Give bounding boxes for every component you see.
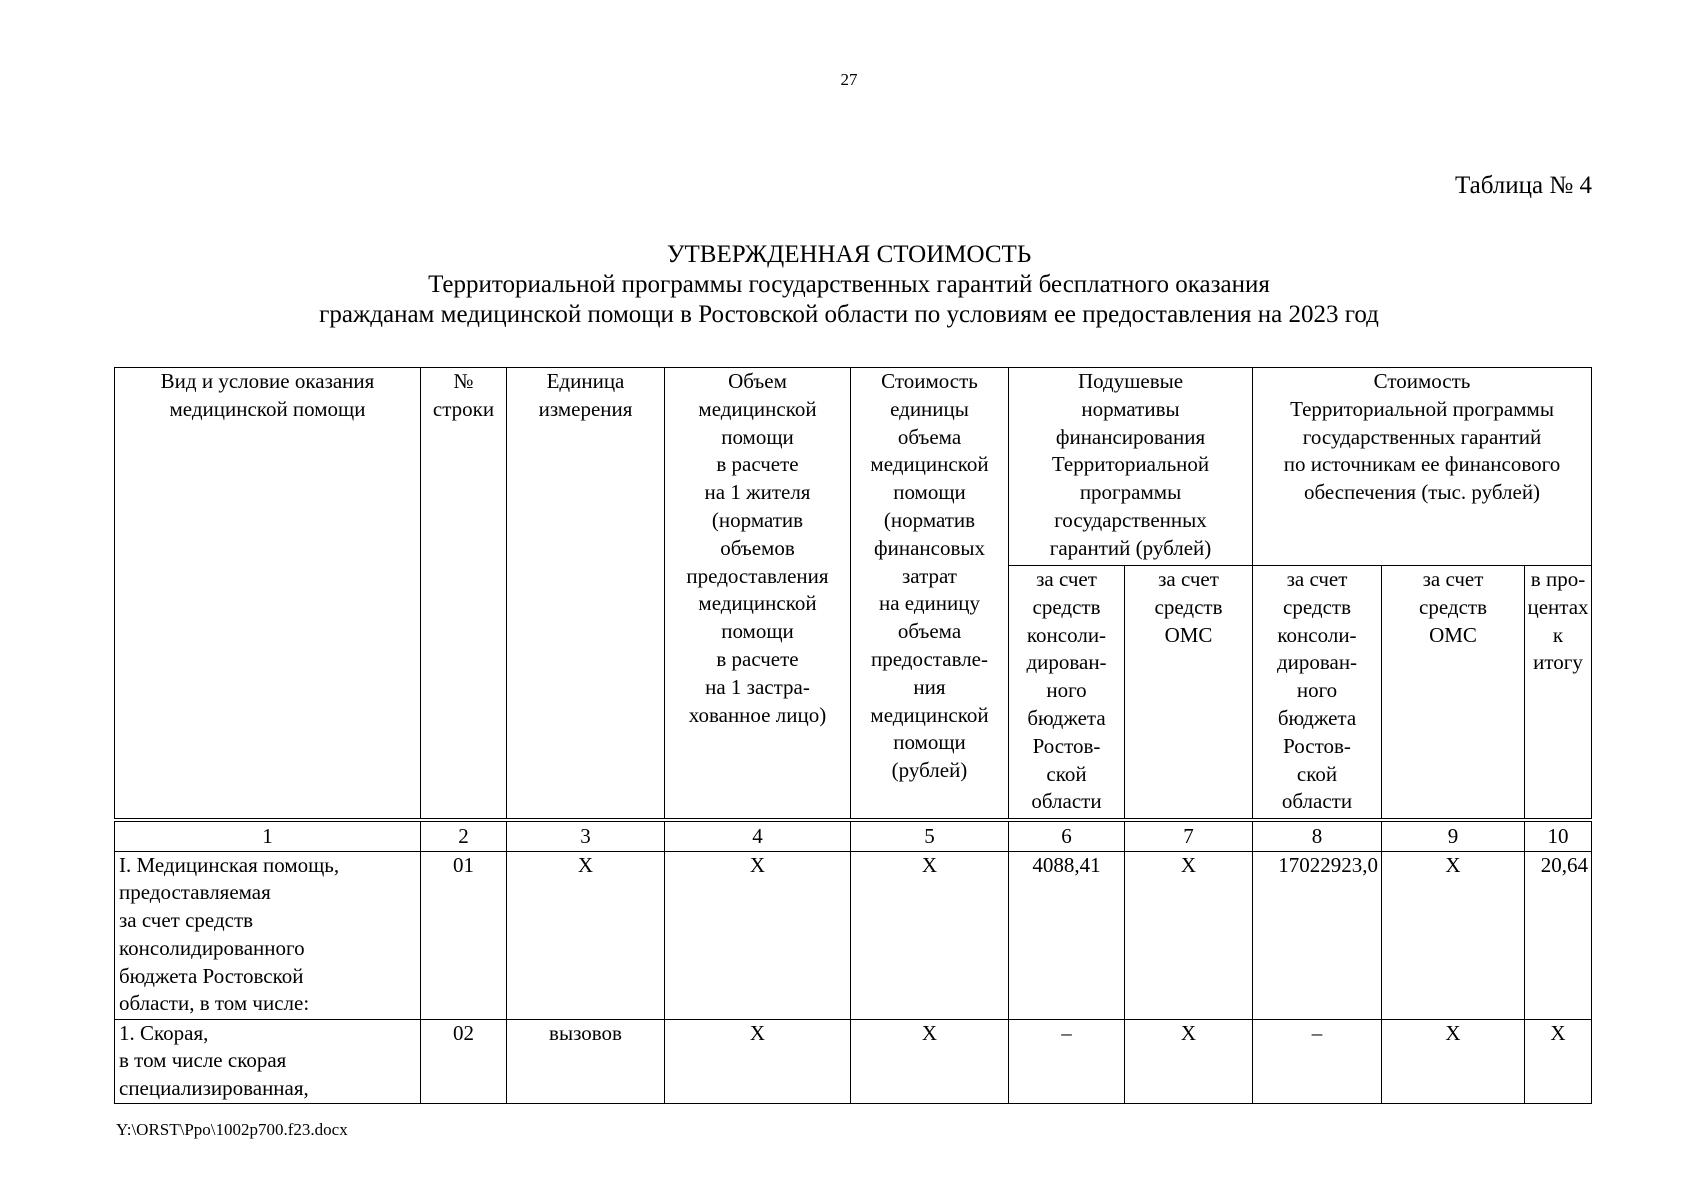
header-row-number: № строки (421, 368, 507, 820)
column-number: 4 (665, 820, 851, 852)
row-cost-budget: – (1253, 1019, 1382, 1103)
header-percent: в про- центах к итогу (1525, 566, 1592, 820)
header-unit: Единица измерения (507, 368, 665, 820)
header-per-capita-group: Подушевые нормативы финансирования Территориальной программы государственных гарантий (рублей) (1009, 368, 1253, 566)
column-number: 6 (1009, 820, 1125, 852)
heading-line-3: гражданам медицинской помощи в Ростовской области по условиям ее предоставления на 2023 год (319, 301, 1379, 328)
row-percent: X (1525, 1019, 1592, 1103)
row-number: 01 (421, 851, 507, 1019)
row-unit-cost: X (851, 1019, 1009, 1103)
header-per-capita-budget: за счет средств консоли- дирован- ного бюджета Ростов- ской области (1009, 566, 1125, 820)
column-number: 7 (1125, 820, 1253, 852)
header-volume: Объем медицинской помощи в расчете на 1 жителя (норматив объемов предоставления медицинской помощи в расчете на 1 застра- хованное лицо) (665, 368, 851, 820)
column-number: 2 (421, 820, 507, 852)
column-number: 3 (507, 820, 665, 852)
row-label: I. Медицинская помощь, предоставляемая за счет средств консолидированного бюджета Ростовской области, в том числе: (115, 851, 421, 1019)
table-row (115, 1019, 1592, 1103)
row-volume: X (665, 1019, 851, 1103)
header-per-capita-oms: за счет средств ОМС (1125, 566, 1253, 820)
header-unit-cost: Стоимость единицы объема медицинской помощи (норматив финансовых затрат на единицу объема предоставле- ния медицинской помощи (рублей) (851, 368, 1009, 820)
file-path-footer: Y:\ORST\Ppo\1002p700.f23.docx (116, 1120, 348, 1139)
row-number: 02 (421, 1019, 507, 1103)
page-number: 27 (840, 70, 858, 89)
row-cost-oms: X (1382, 1019, 1525, 1103)
table-row (115, 851, 1592, 1019)
heading-line-2: Территориальной программы государственных гарантий бесплатного оказания (428, 271, 1270, 298)
column-number: 8 (1253, 820, 1382, 852)
header-care-type: Вид и условие оказания медицинской помощи (115, 368, 421, 820)
header-cost-oms: за счет средств ОМС (1382, 566, 1525, 820)
heading-line-1: УТВЕРЖДЕННАЯ СТОИМОСТЬ (666, 241, 1032, 268)
row-per-capita-oms: X (1125, 1019, 1253, 1103)
table-heading (0, 240, 1698, 330)
row-unit-cost: X (851, 851, 1009, 1019)
row-unit: вызовов (507, 1019, 665, 1103)
row-per-capita-oms: X (1125, 851, 1253, 1019)
table-label: Таблица № 4 (1454, 172, 1592, 199)
row-unit: X (507, 851, 665, 1019)
row-percent: 20,64 (1525, 851, 1592, 1019)
column-number: 9 (1382, 820, 1525, 852)
row-label: 1. Скорая, в том числе скорая специализированная, (115, 1019, 421, 1103)
header-cost-budget: за счет средств консоли- дирован- ного бюджета Ростов- ской области (1253, 566, 1382, 820)
row-cost-budget: 17022923,0 (1253, 851, 1382, 1019)
cost-table (114, 367, 1592, 1104)
header-program-cost-group: Стоимость Территориальной программы государственных гарантий по источникам ее финансового обеспечения (тыс. рублей) (1253, 368, 1592, 566)
row-per-capita-budget: – (1009, 1019, 1125, 1103)
row-cost-oms: X (1382, 851, 1525, 1019)
column-number: 10 (1525, 820, 1592, 852)
row-per-capita-budget: 4088,41 (1009, 851, 1125, 1019)
row-volume: X (665, 851, 851, 1019)
column-number: 5 (851, 820, 1009, 852)
column-numbers-row (115, 820, 1592, 852)
column-number: 1 (115, 820, 421, 852)
